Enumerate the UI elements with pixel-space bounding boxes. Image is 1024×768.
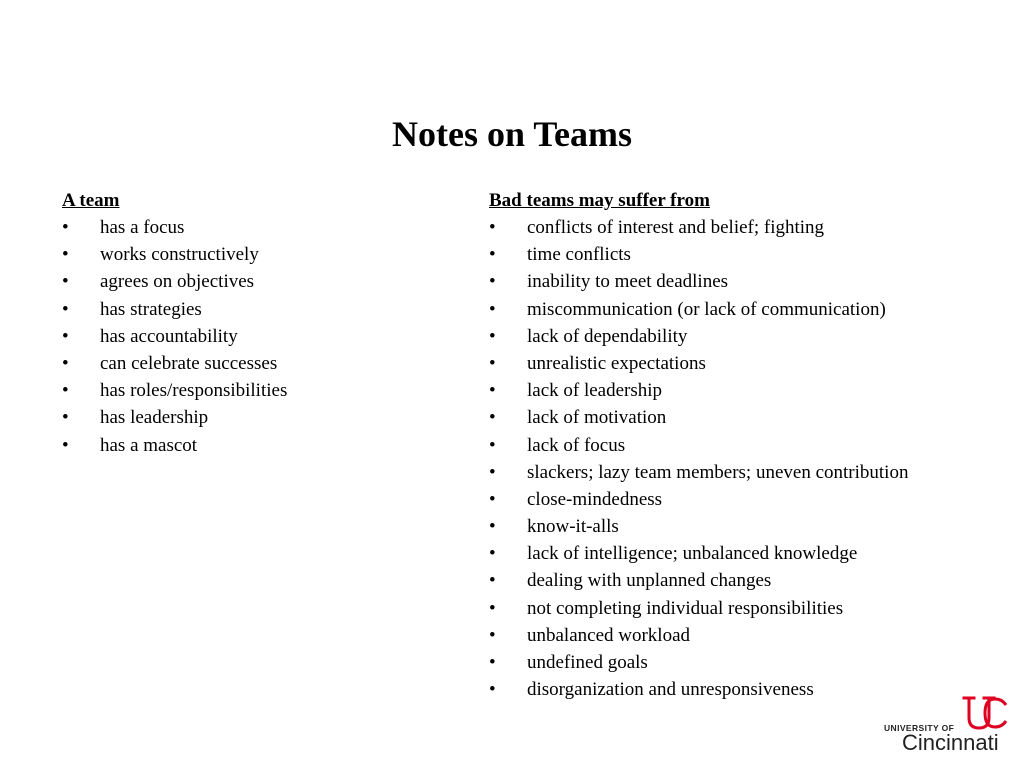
right-bullet-list (489, 217, 969, 701)
bullet-icon: • (62, 244, 69, 266)
left-list-item-text: has a focus (100, 217, 185, 238)
left-list-item (62, 380, 442, 402)
right-list-item (489, 380, 969, 402)
bullet-icon: • (489, 380, 496, 402)
right-list-item (489, 489, 969, 511)
bullet-icon: • (489, 597, 496, 619)
right-list-item (489, 435, 969, 457)
right-list-item (489, 299, 969, 321)
bullet-icon: • (489, 434, 496, 456)
left-list-item (62, 407, 442, 429)
bullet-icon: • (489, 325, 496, 347)
bullet-icon: • (489, 271, 496, 293)
left-list-item-text: agrees on objectives (100, 271, 255, 293)
logo-university-of: UNIVERSITY OF (884, 723, 955, 733)
right-list-item-text: unrealistic expectations (527, 352, 706, 374)
left-list-item-text: works constructively (100, 244, 259, 266)
right-list-item-text: lack of dependability (527, 325, 688, 347)
right-list-item (489, 244, 969, 266)
right-list-item-text: not completing individual responsibilities (527, 597, 844, 619)
right-column-heading: Bad teams may suffer from (489, 190, 710, 211)
bullet-icon: • (489, 407, 496, 429)
bullet-icon: • (62, 271, 69, 293)
left-list-item (62, 353, 442, 375)
left-list-item-text: has leadership (100, 407, 209, 429)
right-list-item-text: know-it-alls (527, 516, 619, 538)
bullet-icon: • (62, 217, 69, 238)
left-list-item (62, 326, 442, 348)
right-list-item-text: conflicts of interest and belief; fighting (527, 217, 825, 238)
right-list-item (489, 543, 969, 565)
right-list-item-text: lack of leadership (527, 380, 663, 402)
slide-title: Notes on Teams (391, 114, 633, 154)
left-list-item (62, 217, 442, 239)
left-list-item (62, 435, 442, 457)
right-list-item-text: lack of intelligence; unbalanced knowledge (527, 543, 858, 565)
left-list-item-text: can celebrate successes (100, 352, 278, 374)
right-list-item-text: inability to meet deadlines (527, 271, 729, 293)
right-list-item-text: disorganization and unresponsiveness (527, 679, 814, 701)
right-list-item-text: lack of focus (527, 434, 626, 456)
right-list-item (489, 462, 969, 484)
bullet-icon: • (489, 244, 496, 266)
left-list-item-text: has accountability (100, 325, 238, 347)
bullet-icon: • (489, 570, 496, 592)
left-column-heading: A team (62, 190, 120, 211)
left-list-item-text: has a mascot (100, 434, 198, 456)
right-list-item-text: dealing with unplanned changes (527, 570, 772, 592)
right-list-item (489, 598, 969, 620)
right-list-item (489, 570, 969, 592)
university-logo (880, 696, 1012, 758)
bullet-icon: • (62, 298, 69, 320)
right-list-item (489, 652, 969, 674)
left-bullet-list (62, 217, 442, 457)
bullet-icon: • (489, 217, 496, 238)
bullet-icon: • (489, 488, 496, 510)
right-list-item-text: close-mindedness (527, 488, 663, 510)
right-list-item-text: time conflicts (527, 244, 631, 266)
right-list-item-text: undefined goals (527, 652, 648, 673)
right-column (489, 190, 969, 706)
right-list-item-text: unbalanced workload (527, 624, 691, 646)
left-column (62, 190, 442, 462)
right-list-item (489, 271, 969, 293)
bullet-icon: • (489, 652, 496, 673)
right-list-item (489, 353, 969, 375)
bullet-icon: • (62, 407, 69, 429)
right-list-item-text: lack of motivation (527, 407, 667, 429)
bullet-icon: • (489, 461, 496, 483)
right-list-item-text: miscommunication (or lack of communication) (527, 298, 886, 320)
uc-monogram-icon (960, 696, 1008, 732)
bullet-icon: • (489, 298, 496, 320)
right-list-item (489, 516, 969, 538)
left-list-item (62, 244, 442, 266)
bullet-icon: • (489, 624, 496, 646)
left-list-item-text: has strategies (100, 298, 202, 320)
logo-cincinnati: Cincinnati (902, 730, 999, 755)
bullet-icon: • (489, 516, 496, 538)
left-list-item-text: has roles/responsibilities (100, 380, 288, 402)
bullet-icon: • (489, 352, 496, 374)
left-list-item (62, 271, 442, 293)
right-list-item (489, 326, 969, 348)
right-list-item (489, 625, 969, 647)
bullet-icon: • (489, 679, 496, 701)
bullet-icon: • (62, 325, 69, 347)
right-list-item (489, 407, 969, 429)
right-list-item (489, 217, 969, 239)
bullet-icon: • (62, 434, 69, 456)
left-list-item (62, 299, 442, 321)
bullet-icon: • (62, 352, 69, 374)
bullet-icon: • (489, 543, 496, 565)
right-list-item-text: slackers; lazy team members; uneven contribution (527, 461, 909, 483)
bullet-icon: • (62, 380, 69, 402)
